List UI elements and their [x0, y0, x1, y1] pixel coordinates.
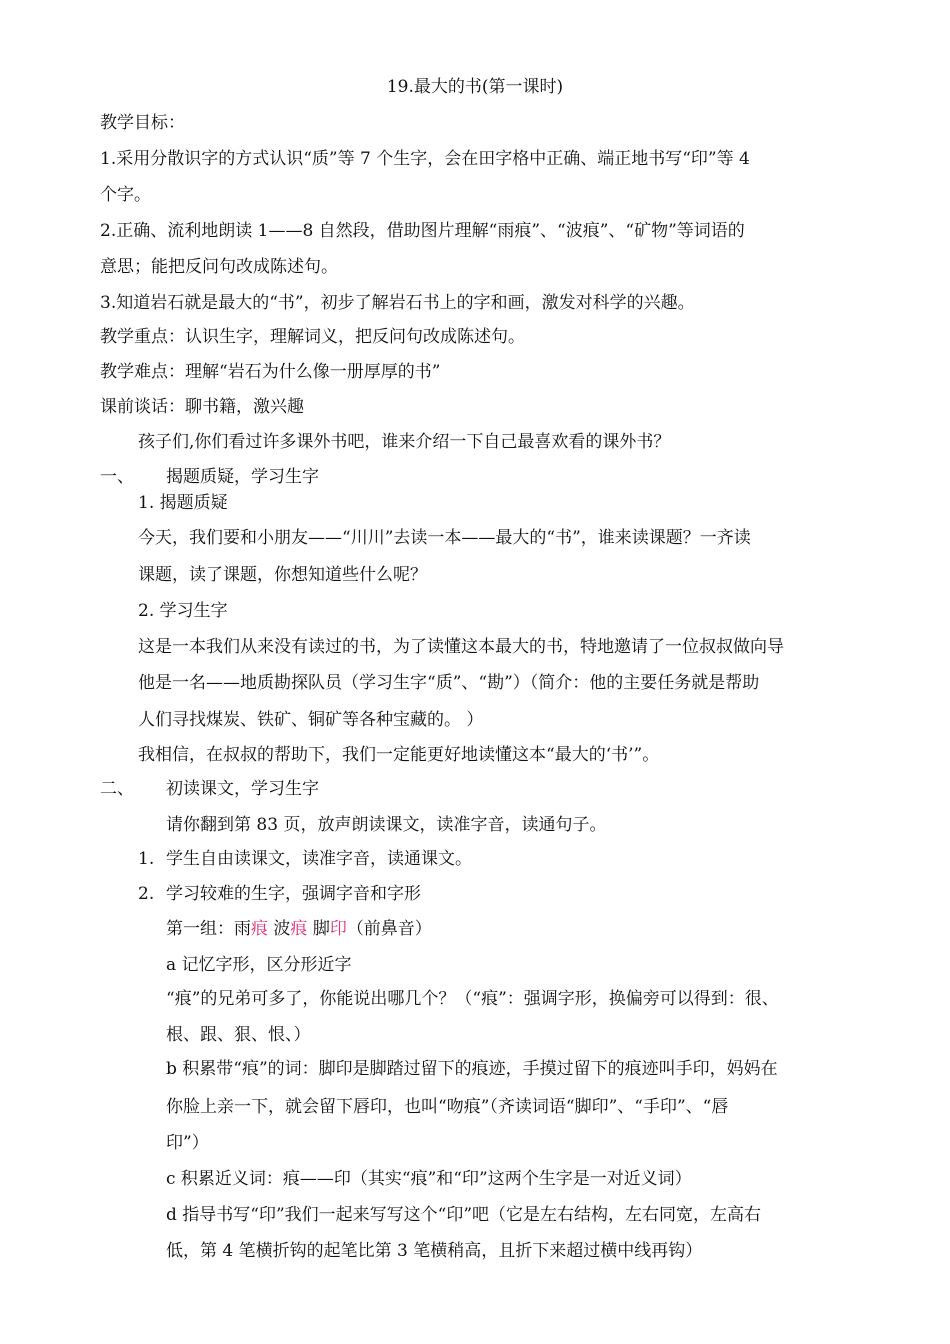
section-2-marker: 二、: [100, 779, 134, 799]
paragraph: “痕”的兄弟可多了，你能说出哪几个？（“痕”：强调字形，换偏旁可以得到：很、: [166, 989, 779, 1009]
paragraph: 他是一名——地质勘探队员（学习生字“质”、“勘”）（简介：他的主要任务就是帮助: [138, 673, 760, 693]
document-title: 19.最大的书(第一课时): [386, 77, 564, 97]
paragraph: 根、跟、狠、恨、）: [166, 1025, 311, 1045]
word-group-1: [166, 918, 432, 940]
paragraph: 我相信，在叔叔的帮助下，我们一定能更好地读懂这本“最大的‘书’”。: [138, 745, 660, 765]
paragraph: 这是一本我们从来没有读过的书，为了读懂这本最大的书，特地邀请了一位叔叔做向导: [138, 637, 784, 657]
paragraph: 请你翻到第 83 页，放声朗读课文，读准字音，读通句子。: [166, 815, 607, 835]
objectives-heading: 教学目标：: [100, 113, 185, 133]
paragraph: d 指导书写“印”我们一起来写写这个“印”吧（它是左右结构，左右同宽，左高右: [166, 1205, 762, 1225]
word-char: 波: [273, 919, 291, 939]
list-item: 学习较难的生字，强调字音和字形: [166, 884, 421, 904]
objective-1: 1.采用分散识字的方式认识“质”等 7 个生字，会在田字格中正确、端正地书写“印”等 4: [100, 149, 750, 169]
group-label: 第一组：: [166, 919, 234, 939]
list-marker: 2.: [138, 884, 155, 904]
paragraph: 低，第 4 笔横折钩的起笔比第 3 笔横稍高，且折下来超过横中线再钩）: [166, 1241, 703, 1261]
subsection-1-1: 1. 揭题质疑: [138, 493, 228, 513]
word-char: 雨: [234, 919, 251, 939]
list-marker: 1.: [138, 849, 155, 869]
objective-1-cont: 个字。: [100, 185, 151, 205]
pre-class-talk: 课前谈话：聊书籍，激兴趣: [100, 397, 304, 417]
paragraph: 今天，我们要和小朋友——“川川”去读一本——最大的“书”，谁来读课题？一齐读: [138, 528, 751, 548]
word-char: 脚: [312, 919, 330, 939]
section-1-marker: 一、: [100, 467, 134, 487]
difficult-points: 教学难点：理解“岩石为什么像一册厚厚的书”: [100, 362, 441, 382]
highlighted-char: 痕: [251, 919, 268, 939]
list-item: 学生自由读课文，读准字音，读通课文。: [166, 849, 472, 869]
paragraph: 人们寻找煤炭、铁矿、铜矿等各种宝藏的。 ）: [138, 710, 484, 730]
paragraph: 印”）: [166, 1133, 209, 1153]
paragraph: a 记忆字形，区分形近字: [166, 955, 352, 975]
paragraph: 课题，读了课题，你想知道些什么呢？: [138, 565, 427, 585]
paragraph-intro: 孩子们,你们看过许多课外书吧，谁来介绍一下自己最喜欢看的课外书？: [138, 432, 671, 452]
highlighted-char: 印: [329, 919, 347, 939]
subsection-1-2: 2. 学习生字: [138, 601, 228, 621]
paragraph: c 积累近义词：痕——印（其实“痕”和“印”这两个生字是一对近义词）: [166, 1169, 692, 1189]
objective-2-cont: 意思；能把反问句改成陈述句。: [100, 257, 338, 277]
key-points: 教学重点：认识生字，理解词义，把反问句改成陈述句。: [100, 327, 525, 347]
objective-2: 2.正确、流利地朗读 1——8 自然段，借助图片理解“雨痕”、“波痕”、“矿物”等词语的: [100, 221, 745, 241]
objective-3: 3.知道岩石就是最大的“书”，初步了解岩石书上的字和画，激发对科学的兴趣。: [100, 293, 695, 313]
section-1-heading: 揭题质疑，学习生字: [166, 467, 319, 487]
section-2-heading: 初读课文，学习生字: [166, 779, 319, 799]
paragraph: 你脸上亲一下，就会留下唇印，也叫“吻痕”（齐读词语“脚印”、“手印”、“唇: [166, 1097, 729, 1117]
highlighted-char: 痕: [290, 919, 308, 939]
group-note: （前鼻音）: [346, 919, 432, 939]
paragraph: b 积累带“痕”的词：脚印是脚踏过留下的痕迹，手摸过留下的痕迹叫手印，妈妈在: [166, 1059, 778, 1079]
